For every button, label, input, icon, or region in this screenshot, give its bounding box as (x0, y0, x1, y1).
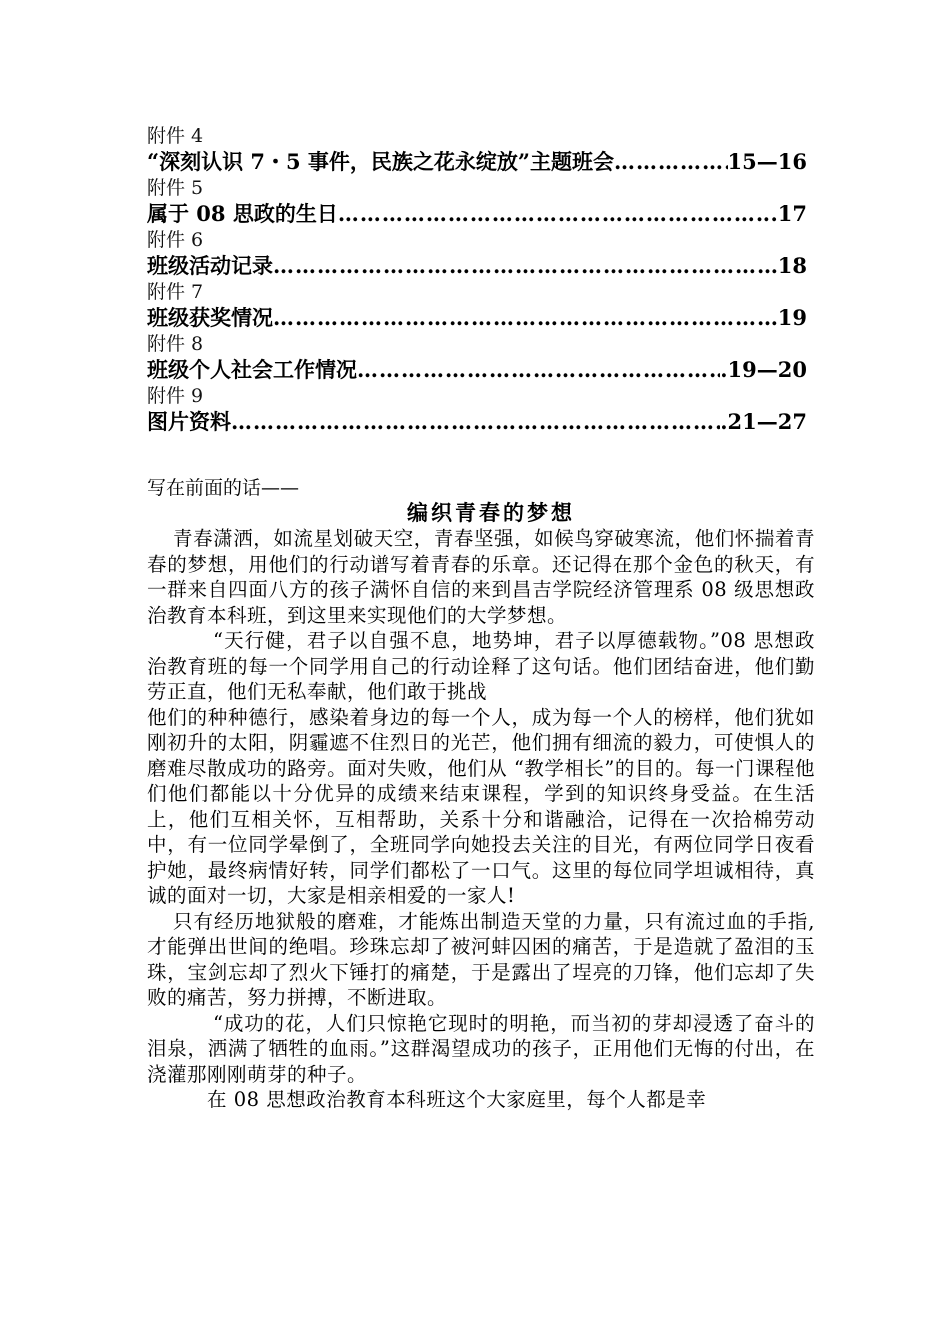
toc-entry-label: 附件 6 (147, 229, 204, 251)
toc-entry-line (147, 356, 807, 384)
toc-entry-line (147, 304, 807, 332)
toc-entry-title: 班级获奖情况 (147, 305, 273, 330)
toc-entry-page: .19—20 (720, 357, 807, 382)
toc-entry-6 (147, 228, 807, 280)
toc-leader-dots (273, 304, 778, 332)
toc-entry-line (147, 148, 807, 176)
toc-entry-label: 附件 8 (147, 333, 204, 355)
toc-entry-label: 附件 5 (147, 177, 204, 199)
toc-entry-4 (147, 124, 807, 176)
toc-entry-9 (147, 384, 807, 436)
toc-entry-label: 附件 9 (147, 385, 204, 407)
essay-paragraph: 青春潇洒，如流星划破天空，青春坚强，如候鸟穿破寒流，他们怀揣着青春的梦想，用他们的行动谱写着青春的乐章。还记得在那个金色的秋天，有一群来自四面八方的孩子满怀自信的来到昌吉学院经济管理系 08 级思想政治教育本科班，到这里来实现他们的大学梦想。 (147, 527, 815, 627)
essay-title: 编织青春的梦想 (407, 500, 575, 525)
table-of-contents (147, 124, 807, 436)
toc-leader-dots (231, 408, 720, 436)
toc-entry-7 (147, 280, 807, 332)
toc-leader-dots (614, 148, 728, 176)
toc-entry-line (147, 408, 807, 436)
toc-entry-5 (147, 176, 807, 228)
toc-leader-dots (357, 356, 720, 384)
toc-entry-label: 附件 4 (147, 125, 204, 147)
essay-paragraph: “成功的花，人们只惊艳它现时的明艳，而当初的芽却浸透了奋斗的泪泉，洒满了牺牲的血雨。”这群渴望成功的孩子，正用他们无悔的付出，在浇灌那刚刚萌芽的种子。 (147, 1011, 815, 1086)
toc-entry-page: .21—27 (720, 409, 807, 434)
toc-entry-page: 15—16 (727, 149, 807, 174)
toc-entry-page: 19 (777, 305, 807, 330)
essay-paragraph: “天行健，君子以自强不息，地势坤，君子以厚德载物。”08 思想政治教育班的每一个同学用自己的行动诠释了这句话。他们团结奋进，他们勤劳正直，他们无私奉献，他们敢于挑战 (147, 629, 815, 703)
toc-entry-title: 班级活动记录 (147, 253, 273, 278)
toc-entry-title: 属于 08 思政的生日 (147, 201, 338, 226)
toc-entry-title: “深刻认识 7・5 事件，民族之花永绽放”主题班会 (147, 149, 615, 174)
essay-paragraph: 他们的种种德行，感染着身边的每一个人，成为每一个人的榜样，他们犹如刚初升的太阳，阴霾遮不住烈日的光芒，他们拥有细流的毅力，可使惧人的磨难尽散成功的路旁。面对失败，他们从 “教学相长”的目的。每一门课程他们他们都能以十分优异的成绩来结束课程，学到的知识终身受益。在生活上，他们互相关怀，互相帮助，关系十分和谐融洽，记得在一次拾棉劳动中，有一位同学晕倒了，全班同学向她投去关注的目光，有两位同学日夜看护她，最终病情好转，同学们都松了一口气。这里的每位同学坦诚相待，真诚的面对一切，大家是相亲相爱的一家人! (147, 705, 815, 907)
toc-entry-line (147, 252, 807, 280)
toc-entry-label: 附件 7 (147, 281, 204, 303)
essay-paragraph: 只有经历地狱般的磨难，才能炼出制造天堂的力量，只有流过血的手指,才能弹出世间的绝唱。珍珠忘却了被河蚌囚困的痛苦，于是造就了盈泪的玉珠，宝剑忘却了烈火下锤打的痛楚，于是露出了埕亮的刀锋，他们忘却了失败的痛苦，努力拼搏，不断进取。 (147, 909, 815, 1009)
toc-leader-dots (338, 200, 771, 228)
toc-entry-line (147, 200, 807, 228)
essay-preface: 写在前面的话—— (147, 477, 300, 499)
toc-leader-dots (273, 252, 778, 280)
essay-paragraph: 在 08 思想政治教育本科班这个大家庭里，每个人都是幸 (207, 1088, 707, 1111)
toc-entry-page: .17 (770, 201, 807, 226)
toc-entry-title: 班级个人社会工作情况 (147, 357, 357, 382)
essay (147, 476, 815, 1113)
toc-entry-title: 图片资料 (147, 409, 231, 434)
toc-entry-8 (147, 332, 807, 384)
toc-entry-page: 18 (777, 253, 807, 278)
